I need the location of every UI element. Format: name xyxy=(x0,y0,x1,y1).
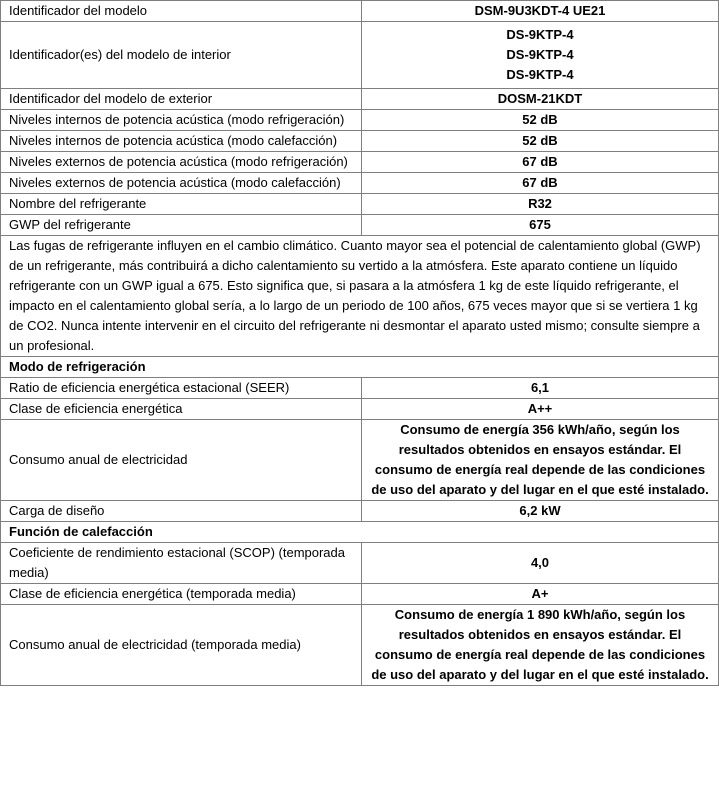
table-row xyxy=(1,399,719,420)
section-heading-heating: Función de calefacción xyxy=(1,522,719,543)
row-value-long: Consumo de energía 356 kWh/año, según los resultados obtenidos en ensayos estándar. El consumo de energía real depende de las condiciones de uso del aparato y del lugar en el que esté instalado. xyxy=(362,420,719,501)
table-row xyxy=(1,215,719,236)
table-row xyxy=(1,501,719,522)
row-value: 6,1 xyxy=(362,378,719,399)
table-row xyxy=(1,420,719,501)
refrigerant-notice: Las fugas de refrigerante influyen en el cambio climático. Cuanto mayor sea el potencial de calentamiento global (GWP) de un refrigerante, más contribuirá a dicho calentamiento su vertido a la atmósfera. Este aparato contiene un líquido refrigerante con un GWP igual a 675. Esto significa que, si pasara a la atmósfera 1 kg de este líquido refrigerante, el impacto en el calentamiento global sería, a lo largo de un periodo de 100 años, 675 veces mayor que si se vertiera 1 kg de CO2. Nunca intente intervenir en el circuito del refrigerante ni desmontar el aparato usted mismo; consulte siempre a un profesional. xyxy=(1,236,719,357)
row-label: Coeficiente de rendimiento estacional (SCOP) (temporada media) xyxy=(1,543,362,584)
row-value: 67 dB xyxy=(362,173,719,194)
row-label: GWP del refrigerante xyxy=(1,215,362,236)
table-row xyxy=(1,194,719,215)
row-label: Consumo anual de electricidad xyxy=(1,420,362,501)
row-value: 52 dB xyxy=(362,110,719,131)
row-label: Niveles internos de potencia acústica (modo calefacción) xyxy=(1,131,362,152)
table-row xyxy=(1,152,719,173)
row-label: Clase de eficiencia energética xyxy=(1,399,362,420)
section-row xyxy=(1,522,719,543)
row-value-long: Consumo de energía 1 890 kWh/año, según los resultados obtenidos en ensayos estándar. El consumo de energía real depende de las condiciones de uso del aparato y del lugar en el que esté instalado. xyxy=(362,605,719,686)
row-label: Carga de diseño xyxy=(1,501,362,522)
row-label: Niveles externos de potencia acústica (modo calefacción) xyxy=(1,173,362,194)
row-label: Ratio de eficiencia energética estacional (SEER) xyxy=(1,378,362,399)
row-value: A++ xyxy=(362,399,719,420)
row-value-multi xyxy=(362,22,719,89)
row-value: 675 xyxy=(362,215,719,236)
section-heading-cooling: Modo de refrigeración xyxy=(1,357,719,378)
section-row xyxy=(1,357,719,378)
row-label: Identificador del modelo de exterior xyxy=(1,89,362,110)
table-row xyxy=(1,605,719,686)
row-value: 6,2 kW xyxy=(362,501,719,522)
row-value: DSM-9U3KDT-4 UE21 xyxy=(362,1,719,22)
row-label: Identificador del modelo xyxy=(1,1,362,22)
row-value: 67 dB xyxy=(362,152,719,173)
row-label: Identificador(es) del modelo de interior xyxy=(1,22,362,89)
table-row xyxy=(1,378,719,399)
row-label: Consumo anual de electricidad (temporada media) xyxy=(1,605,362,686)
row-label: Nombre del refrigerante xyxy=(1,194,362,215)
indoor-model-2: DS-9KTP-4 xyxy=(506,47,574,62)
table-row xyxy=(1,173,719,194)
row-value: DOSM-21KDT xyxy=(362,89,719,110)
indoor-model-3: DS-9KTP-4 xyxy=(506,67,574,82)
table-row xyxy=(1,89,719,110)
row-value: R32 xyxy=(362,194,719,215)
table-row xyxy=(1,236,719,357)
row-label: Clase de eficiencia energética (temporada media) xyxy=(1,584,362,605)
table-row xyxy=(1,131,719,152)
indoor-model-1: DS-9KTP-4 xyxy=(506,27,574,42)
row-label: Niveles externos de potencia acústica (modo refrigeración) xyxy=(1,152,362,173)
row-value: 4,0 xyxy=(362,543,719,584)
table-row xyxy=(1,22,719,89)
row-value: A+ xyxy=(362,584,719,605)
table-row xyxy=(1,584,719,605)
table-row xyxy=(1,543,719,584)
row-value: 52 dB xyxy=(362,131,719,152)
row-label: Niveles internos de potencia acústica (modo refrigeración) xyxy=(1,110,362,131)
table-row xyxy=(1,110,719,131)
table-row xyxy=(1,1,719,22)
